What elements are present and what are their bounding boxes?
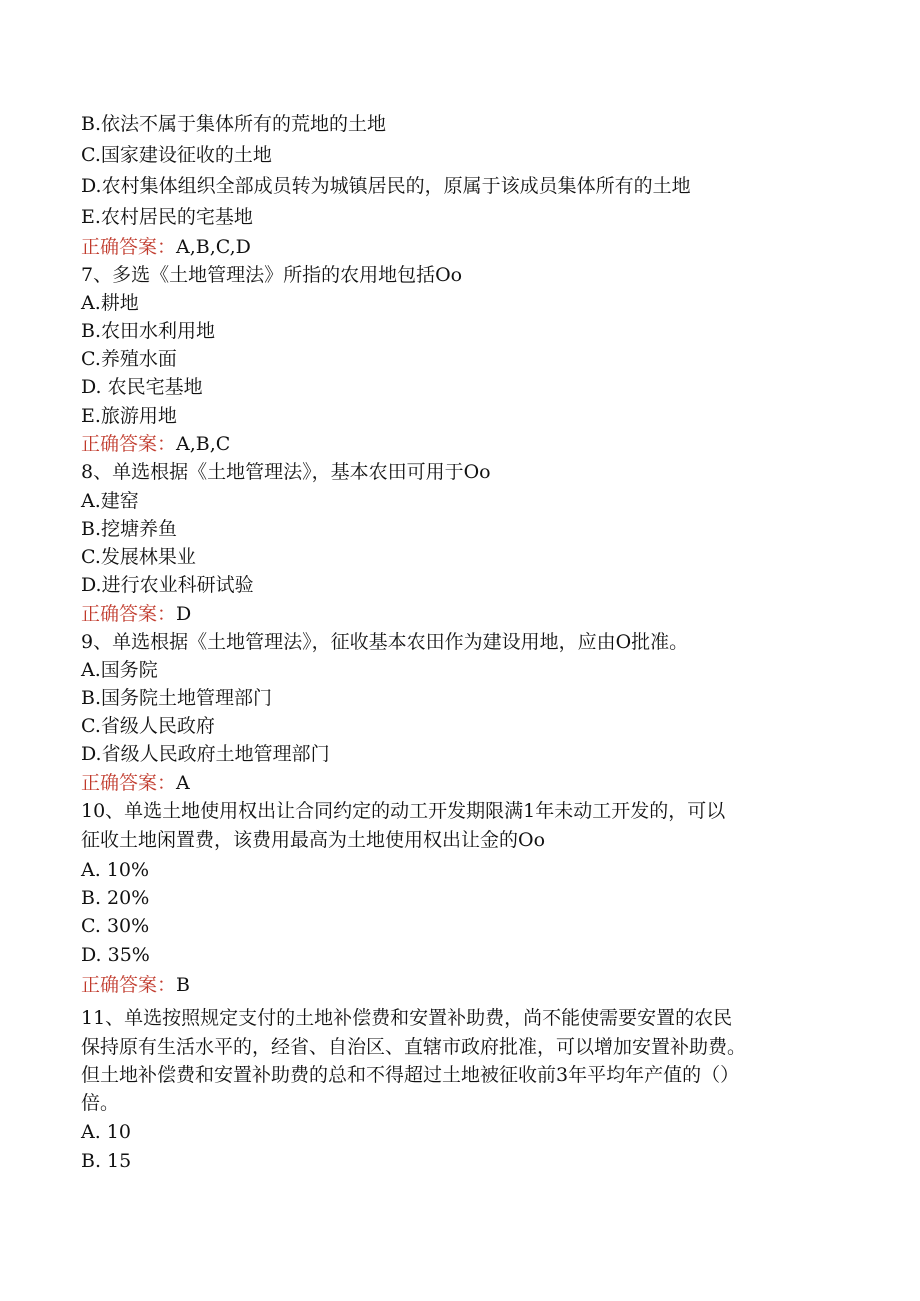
answer-line [81,602,191,626]
option-line: B.国务院土地管理部门 [81,687,273,709]
answer-line [81,973,190,997]
answer-value: A,B,C,D [176,236,251,258]
answer-line [81,771,190,795]
option-line: B.依法不属于集体所有的荒地的土地 [81,113,387,135]
answer-value: A [176,772,190,794]
option-line: D.进行农业科研试验 [81,574,254,596]
question-line: 倍。 [81,1092,120,1114]
answer-line [81,235,251,259]
question-line: 7、多选《土地管理法》所指的农用地包括Oo [81,264,463,286]
option-line: A. 10% [81,859,150,881]
answer-value: B [176,974,190,996]
question-line: 但土地补偿费和安置补助费的总和不得超过土地被征收前3年平均年产值的（） [81,1064,740,1086]
question-line: 9、单选根据《土地管理法》，征收基本农田作为建设用地，应由O批准。 [81,631,689,653]
question-line: 10、单选土地使用权出让合同约定的动工开发期限满1年未动工开发的，可以 [81,800,726,822]
option-line: C.国家建设征收的土地 [81,144,272,166]
option-line: C. 30% [81,915,150,937]
answer-label: 正确答案： [81,433,177,455]
option-line: B. 20% [81,887,150,909]
option-line: E.旅游用地 [81,405,177,427]
option-line: D.农村集体组织全部成员转为城镇居民的，原属于该成员集体所有的土地 [81,175,691,197]
option-line: B. 15 [81,1150,132,1172]
question-line: 保持原有生活水平的，经省、自治区、直辖市政府批准，可以增加安置补助费。 [81,1036,747,1058]
answer-line [81,432,230,456]
option-line: A.建窑 [81,490,139,512]
answer-value: A,B,C [176,433,231,455]
option-line: D.省级人民政府土地管理部门 [81,743,330,765]
answer-label: 正确答案： [81,603,177,625]
option-line: A.耕地 [81,292,139,314]
option-line: D. 35% [81,944,150,966]
option-line: B.农田水利用地 [81,320,216,342]
question-line: 征收土地闲置费，该费用最高为土地使用权出让金的Oo [81,829,546,851]
question-line: 11、单选按照规定支付的土地补偿费和安置补助费，尚不能使需要安置的农民 [81,1007,733,1029]
option-line: D. 农民宅基地 [81,376,203,398]
option-line: C.养殖水面 [81,348,177,370]
option-line: A.国务院 [81,659,158,681]
answer-label: 正确答案： [81,772,177,794]
question-line: 8、单选根据《土地管理法》，基本农田可用于Oo [81,461,491,483]
option-line: C.省级人民政府 [81,715,215,737]
answer-value: D [176,603,192,625]
answer-label: 正确答案： [81,974,177,996]
option-line: C.发展林果业 [81,546,196,568]
option-line: B.挖塘养鱼 [81,518,178,540]
option-line: A. 10 [81,1121,131,1143]
answer-label: 正确答案： [81,236,177,258]
option-line: E.农村居民的宅基地 [81,206,253,228]
